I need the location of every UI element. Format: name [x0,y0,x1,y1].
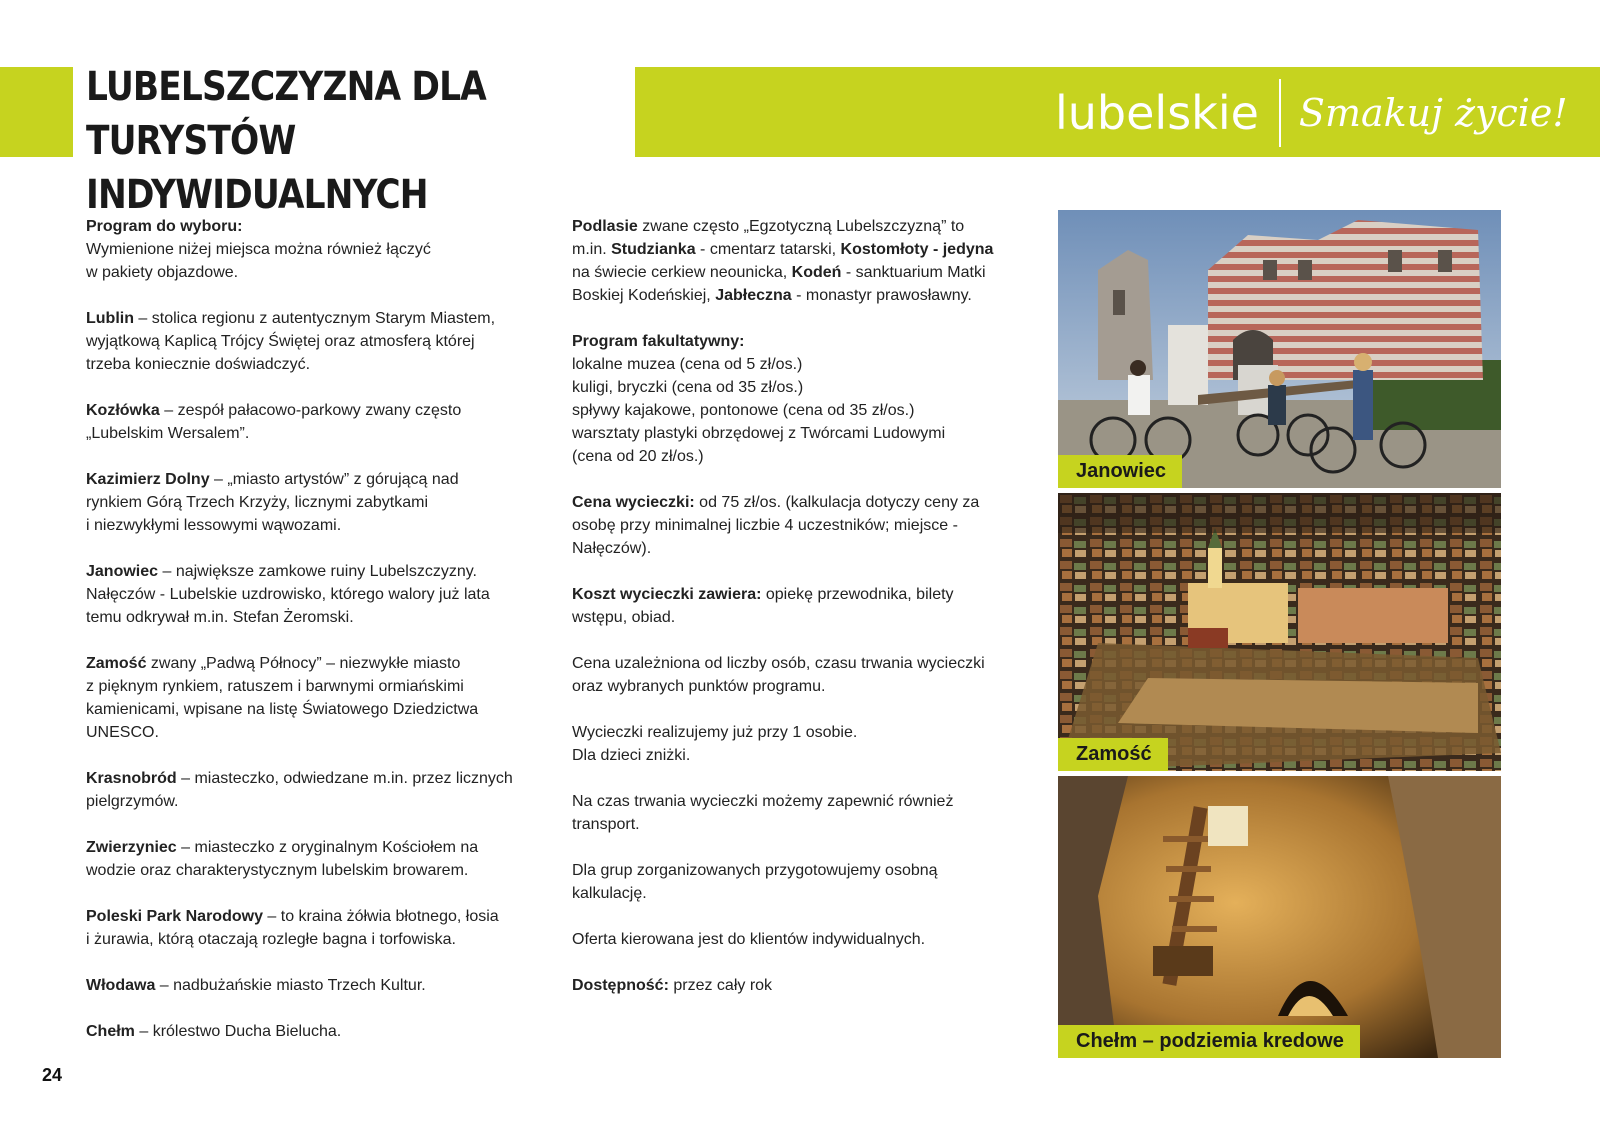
text-line: Dla dzieci zniżki. [572,747,691,764]
title-line-2: INDYWIDUALNYCH [86,172,428,218]
right-column [572,215,1027,1020]
paragraph-podlasie [572,215,1027,307]
text-line: Oferta kierowana jest do klientów indywidualnych. [572,931,926,948]
text-line: kamienicami, wpisane na listę Światowego Dziedzictwa [86,701,479,718]
text-line: UNESCO. [86,724,159,741]
place-name: Kozłówka [86,402,160,419]
text-line: i żurawia, którą otaczają rozległe bagna i torfowiska. [86,931,456,948]
photo-janowiec [1058,210,1501,488]
text-line: rynkiem Górą Trzech Krzyży, licznymi zabytkami [86,494,428,511]
chalk-tunnels-photo-icon [1058,776,1501,1058]
text-line: zwany „Padwą Północy” – niezwykłe miasto [146,655,461,672]
place-name: Jabłeczna [715,287,792,304]
text-line: (cena od 20 zł/os.) [572,448,704,465]
brand-logo [1055,78,1568,148]
text-line: – to kraina żółwia błotnego, łosia [262,908,499,925]
place-name: Poleski Park Narodowy [86,908,263,925]
place-name: Kazimierz Dolny [86,471,210,488]
paragraph-fakultatywny [572,330,1027,468]
paragraph-dostepnosc [572,974,1027,997]
place-name: Chełm [86,1023,135,1040]
paragraph-wlodawa [86,974,546,997]
paragraph-note-4 [572,859,1027,905]
text-line: – zespół pałacowo-parkowy zwany często [159,402,462,419]
text-line: Nałęczów - Lubelskie uzdrowisko, którego walory już lata [86,586,490,603]
place-name: Zwierzyniec [86,839,177,856]
text-line: spływy kajakowe, pontonowe (cena od 35 zł/os.) [572,402,915,419]
photo-label: Chełm – podziemia kredowe [1058,1025,1360,1058]
text-line: temu odkrywał m.in. Stefan Żeromski. [86,609,354,626]
place-name: Lublin [86,310,134,327]
photo-label: Zamość [1058,738,1168,771]
place-name: Włodawa [86,977,156,994]
paragraph-janowiec [86,560,546,629]
page-number: 24 [42,1065,63,1085]
paragraph-note-2 [572,721,1027,767]
text-line: z pięknym rynkiem, ratuszem i barwnymi ormiańskimi [86,678,464,695]
text-line: Wycieczki realizujemy już przy 1 osobie. [572,724,858,741]
place-name: Studzianka [611,241,696,258]
text-line: opiekę przewodnika, bilety [761,586,954,603]
text-line: – stolica regionu z autentycznym Starym Miastem, [133,310,496,327]
text-run: przez cały rok [668,977,773,994]
section-heading: Koszt wycieczki zawiera: [572,586,762,603]
text-line: i niezwykłymi lessowymi wąwozami. [86,517,342,534]
brand-slogan: Smakuj życie! [1298,91,1568,135]
text-line: – „miasto artystów” z górującą nad [209,471,459,488]
photo-zamosc [1058,493,1501,771]
title-line-1: LUBELSZCZYZNA DLA TURYSTÓW [86,64,486,164]
paragraph-cena [572,491,1027,560]
program-heading: Program do wyboru: [86,218,243,235]
place-name: Kodeń [791,264,842,281]
brand-name: lubelskie [1055,86,1259,140]
photo-label: Janowiec [1058,455,1182,488]
text-line: wyjątkową Kaplicą Trójcy Świętej oraz atmosferą której [86,333,475,350]
text-line: kuligi, bryczki (cena od 35 zł/os.) [572,379,804,396]
paragraph-koszt [572,583,1027,629]
text-line: w pakiety objazdowe. [86,264,239,281]
text-line: „Lubelskim Wersalem”. [86,425,250,442]
section-heading: Cena wycieczki: [572,494,695,511]
paragraph-note-5 [572,928,1027,951]
paragraph-note-1 [572,652,1027,698]
left-column [86,215,546,1066]
section-heading: Dostępność: [572,977,669,994]
paragraph-lublin [86,307,546,376]
text-run: - monastyr prawosławny. [791,287,972,304]
text-run: - sanktuarium Matki [841,264,986,281]
paragraph-program [86,215,546,284]
paragraph-zamosc [86,652,546,744]
text-line: warsztaty plastyki obrzędowej z Twórcami Ludowymi [572,425,946,442]
paragraph-poleski [86,905,546,951]
text-line: pielgrzymów. [86,793,179,810]
text-run: zwane często „Egzotyczną Lubelszczyzną” to [637,218,965,235]
text-line: Dla grup zorganizowanych przygotowujemy osobną [572,862,938,879]
text-line: Nałęczów). [572,540,652,557]
text-line: – miasteczko z oryginalnym Kościołem na [176,839,479,856]
castle-ruins-photo-icon [1058,210,1501,488]
brand-divider [1279,79,1281,147]
place-name: Janowiec [86,563,159,580]
text-line: – miasteczko, odwiedzane m.in. przez licznych [176,770,513,787]
paragraph-krasnobrod [86,767,546,813]
photo-chelm [1058,776,1501,1058]
place-name: Krasnobród [86,770,177,787]
text-line: Wymienione niżej miejsca można również łączyć [86,241,431,258]
text-line: oraz wybranych punktów programu. [572,678,826,695]
text-line: osobę przy minimalnej liczbie 4 uczestników; miejsce - [572,517,958,534]
text-line: – królestwo Ducha Bielucha. [134,1023,342,1040]
text-run: na świecie cerkiew neounicka, [572,264,792,281]
text-line: Na czas trwania wycieczki możemy zapewnić również [572,793,954,810]
text-run: - cmentarz tatarski, [695,241,841,258]
paragraph-zwierzyniec [86,836,546,882]
section-heading: Program fakultatywny: [572,333,745,350]
text-line: transport. [572,816,640,833]
text-line: wstępu, obiad. [572,609,676,626]
text-run: m.in. [572,241,612,258]
paragraph-chelm [86,1020,546,1043]
text-line: Cena uzależniona od liczby osób, czasu trwania wycieczki [572,655,985,672]
page-title [86,60,550,222]
place-name: Zamość [86,655,147,672]
town-square-aerial-photo-icon [1058,493,1501,771]
paragraph-kazimierz [86,468,546,537]
place-name: Podlasie [572,218,638,235]
text-line: kalkulację. [572,885,647,902]
paragraph-kozlowka [86,399,546,445]
text-line: – nadbużańskie miasto Trzech Kultur. [155,977,426,994]
header-band-left [0,67,73,157]
text-line: wodzie oraz charakterystycznym lubelskim browarem. [86,862,469,879]
text-line: lokalne muzea (cena od 5 zł/os.) [572,356,803,373]
text-line: – największe zamkowe ruiny Lubelszczyzny. [158,563,477,580]
paragraph-note-3 [572,790,1027,836]
text-line: trzeba koniecznie doświadczyć. [86,356,311,373]
text-line: od 75 zł/os. (kalkulacja dotyczy ceny za [694,494,980,511]
text-run: Boskiej Kodeńskiej, [572,287,716,304]
place-name: Kostomłoty - jedyna [840,241,994,258]
